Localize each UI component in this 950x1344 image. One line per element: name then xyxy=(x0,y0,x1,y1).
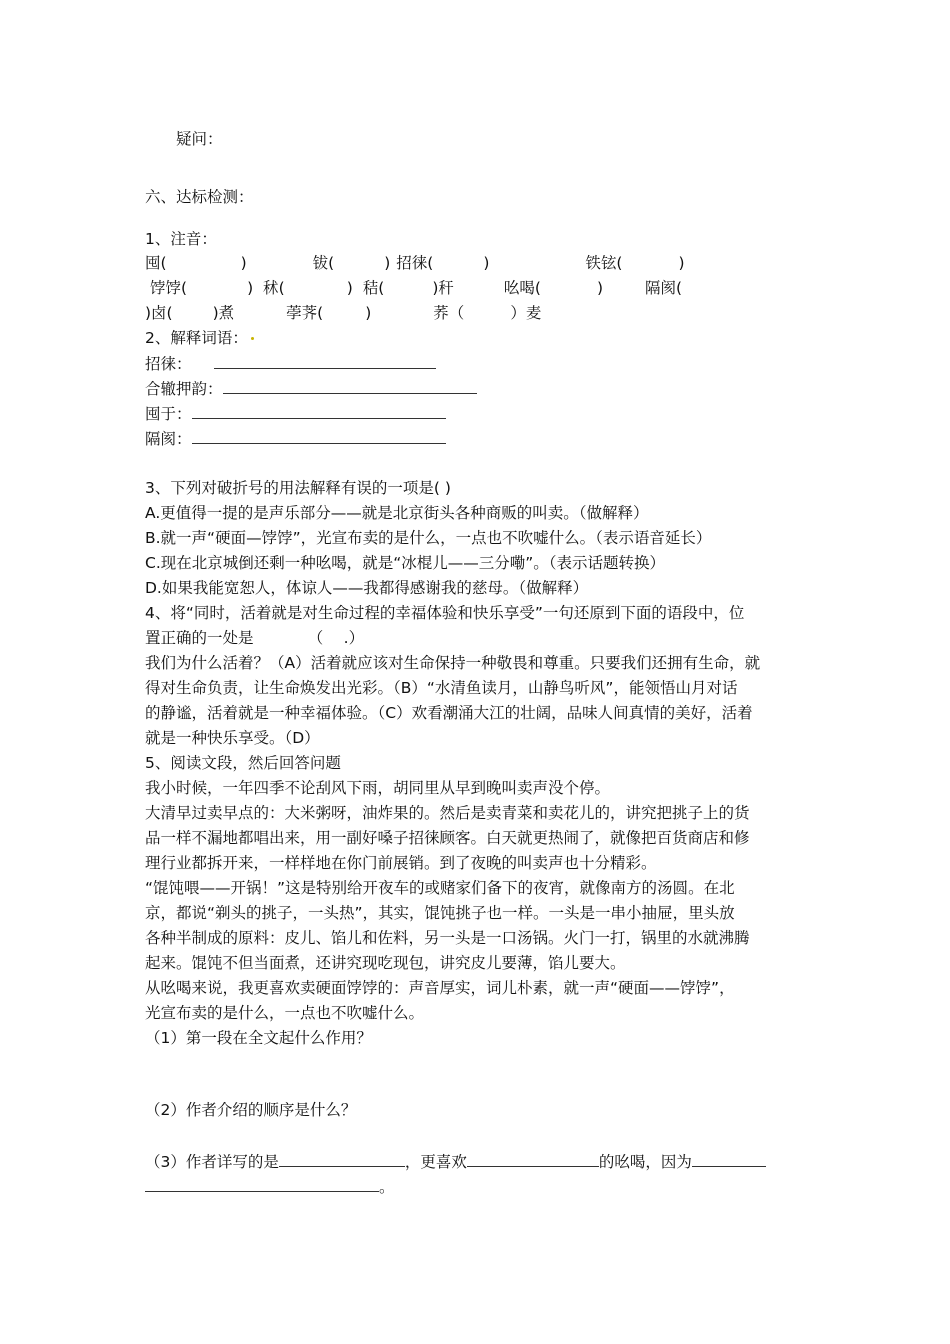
q1-item: 饽饽( xyxy=(150,279,188,297)
answer-blank[interactable] xyxy=(192,403,446,419)
q1-item: 荞（ xyxy=(433,304,465,322)
q1-item: 隔阂( xyxy=(645,279,683,297)
q2-title: 2、解释词语： xyxy=(145,328,254,348)
q1-item: 秸( xyxy=(362,279,385,297)
q1-item: 招徕( xyxy=(396,254,434,272)
section-title: 六、达标检测： xyxy=(145,188,254,206)
q1-title: 1、注音： xyxy=(145,230,217,248)
q1-row3: )卤( )煮 荸荠( ) 荞（ ）麦 xyxy=(145,304,542,322)
q5-line: 从吆喝来说，我更喜欢卖硬面饽饽的：声音厚实，词儿朴素，就一声“硬面——饽饽”， xyxy=(145,979,735,997)
q4-line: 的静谧，活着就是一种幸福体验。（C）欢看潮涌大江的壮阔，品味人间真情的美好，活着 xyxy=(145,704,753,722)
q3-option: C.现在北京城倒还剩一种吆喝，就是“冰棍儿——三分嘞”。（表示话题转换） xyxy=(145,554,666,572)
q3-option: A.更值得一提的是声乐部分——就是北京街头各种商贩的叫卖。（做解释） xyxy=(145,504,649,522)
q5-line: 各种半制成的原料：皮儿、馅儿和佐料，另一头是一口汤锅。火门一打，锅里的水就沸腾 xyxy=(145,929,750,947)
q4-line: 我们为什么活着？（A）活着就应该对生命保持一种敬畏和尊重。只要我们还拥有生命，就 xyxy=(145,654,761,672)
answer-blank[interactable] xyxy=(223,378,477,394)
answer-blank[interactable] xyxy=(467,1151,599,1167)
q5-line: 光宣布卖的是什么，一点也不吹嘘什么。 xyxy=(145,1004,425,1022)
q1-item: 吆喝( xyxy=(503,279,541,297)
q1-item: 钹( xyxy=(312,254,335,272)
q1-row2: 饽饽( ) 秫( ) 秸( )秆 吆喝( ) 隔阂( xyxy=(150,279,683,297)
q5-sub2: （2）作者介绍的顺序是什么？ xyxy=(145,1101,357,1119)
q5-sub3: （3）作者详写的是 ，更喜欢 的吆喝，因为 xyxy=(145,1151,766,1172)
doubt-label: 疑问： xyxy=(176,130,223,148)
answer-blank[interactable] xyxy=(192,428,446,444)
answer-blank[interactable] xyxy=(145,1176,379,1192)
q1-item: 囤( xyxy=(145,254,167,272)
q2-term-row xyxy=(145,378,477,399)
q5-line: 大清早过卖早点的：大米粥呀，油炸果的。然后是卖青菜和卖花儿的，讲究把挑子上的货 xyxy=(145,804,750,822)
answer-blank[interactable] xyxy=(279,1151,405,1167)
answer-blank[interactable] xyxy=(214,353,436,369)
q1-item: 秫( xyxy=(263,279,285,297)
q2-term-row xyxy=(145,353,436,374)
q5-line: 理行业都拆开来，一样样地在你门前展销。到了夜晚的叫卖声也十分精彩。 xyxy=(145,854,657,872)
q3-title: 3、下列对破折号的用法解释有误的一项是( ) xyxy=(145,479,451,497)
answer-blank[interactable] xyxy=(692,1151,766,1167)
q5-line: 5、阅读文段，然后回答问题 xyxy=(145,754,341,772)
q5-line: 品一样不漏地都唱出来，用一副好嗓子招徕顾客。白天就更热闹了，就像把百货商店和修 xyxy=(145,829,750,847)
term-label: 合辙押韵： xyxy=(145,380,223,398)
q5-line: 我小时候，一年四季不论刮风下雨，胡同里从早到晚叫卖声没个停。 xyxy=(145,779,611,797)
q3-option: B.就一声“硬面—饽饽”，光宣布卖的是什么，一点也不吹嘘什么。（表示语音延长） xyxy=(145,529,712,547)
q1-item: 铁铉( xyxy=(585,254,623,272)
q2-term-row xyxy=(145,403,446,424)
q4-line: 得对生命负责，让生命焕发出光彩。（B）“水清鱼读月，山静鸟听风”，能领悟山月对话 xyxy=(145,679,738,697)
q2-term-row xyxy=(145,428,446,449)
q4-line: 4、将“同时，活着就是对生命过程的幸福体验和快乐享受”一句还原到下面的语段中，位 xyxy=(145,604,745,622)
term-label: 囤于： xyxy=(145,405,192,423)
q5-line: “馄饨喂——开锅！”这是特别给开夜车的或赌家们备下的夜宵，就像南方的汤圆。在北 xyxy=(145,879,735,897)
q5-sub1: （1）第一段在全文起什么作用？ xyxy=(145,1029,372,1047)
q4-line: 置正确的一处是 （ .） xyxy=(145,629,365,647)
term-label: 招徕： xyxy=(145,355,192,373)
mark-dot xyxy=(251,337,254,340)
q1-item: 荸荠( xyxy=(286,304,324,322)
q4-line: 就是一种快乐享受。（D） xyxy=(145,729,320,747)
q5-sub3-cont: 。 xyxy=(145,1176,395,1197)
q1-row1: 囤( ) 钹( ) 招徕( ) 铁铉( ) xyxy=(145,254,685,272)
q5-line: 京，都说“剃头的挑子，一头热”，其实，馄饨挑子也一样。一头是一串小抽屉，里头放 xyxy=(145,904,735,922)
term-label: 隔阂： xyxy=(145,430,192,448)
q3-option: D.如果我能宽恕人，体谅人——我都得感谢我的慈母。（做解释） xyxy=(145,579,589,597)
q5-line: 起来。馄饨不但当面煮，还讲究现吃现包，讲究皮儿要薄，馅儿要大。 xyxy=(145,954,626,972)
